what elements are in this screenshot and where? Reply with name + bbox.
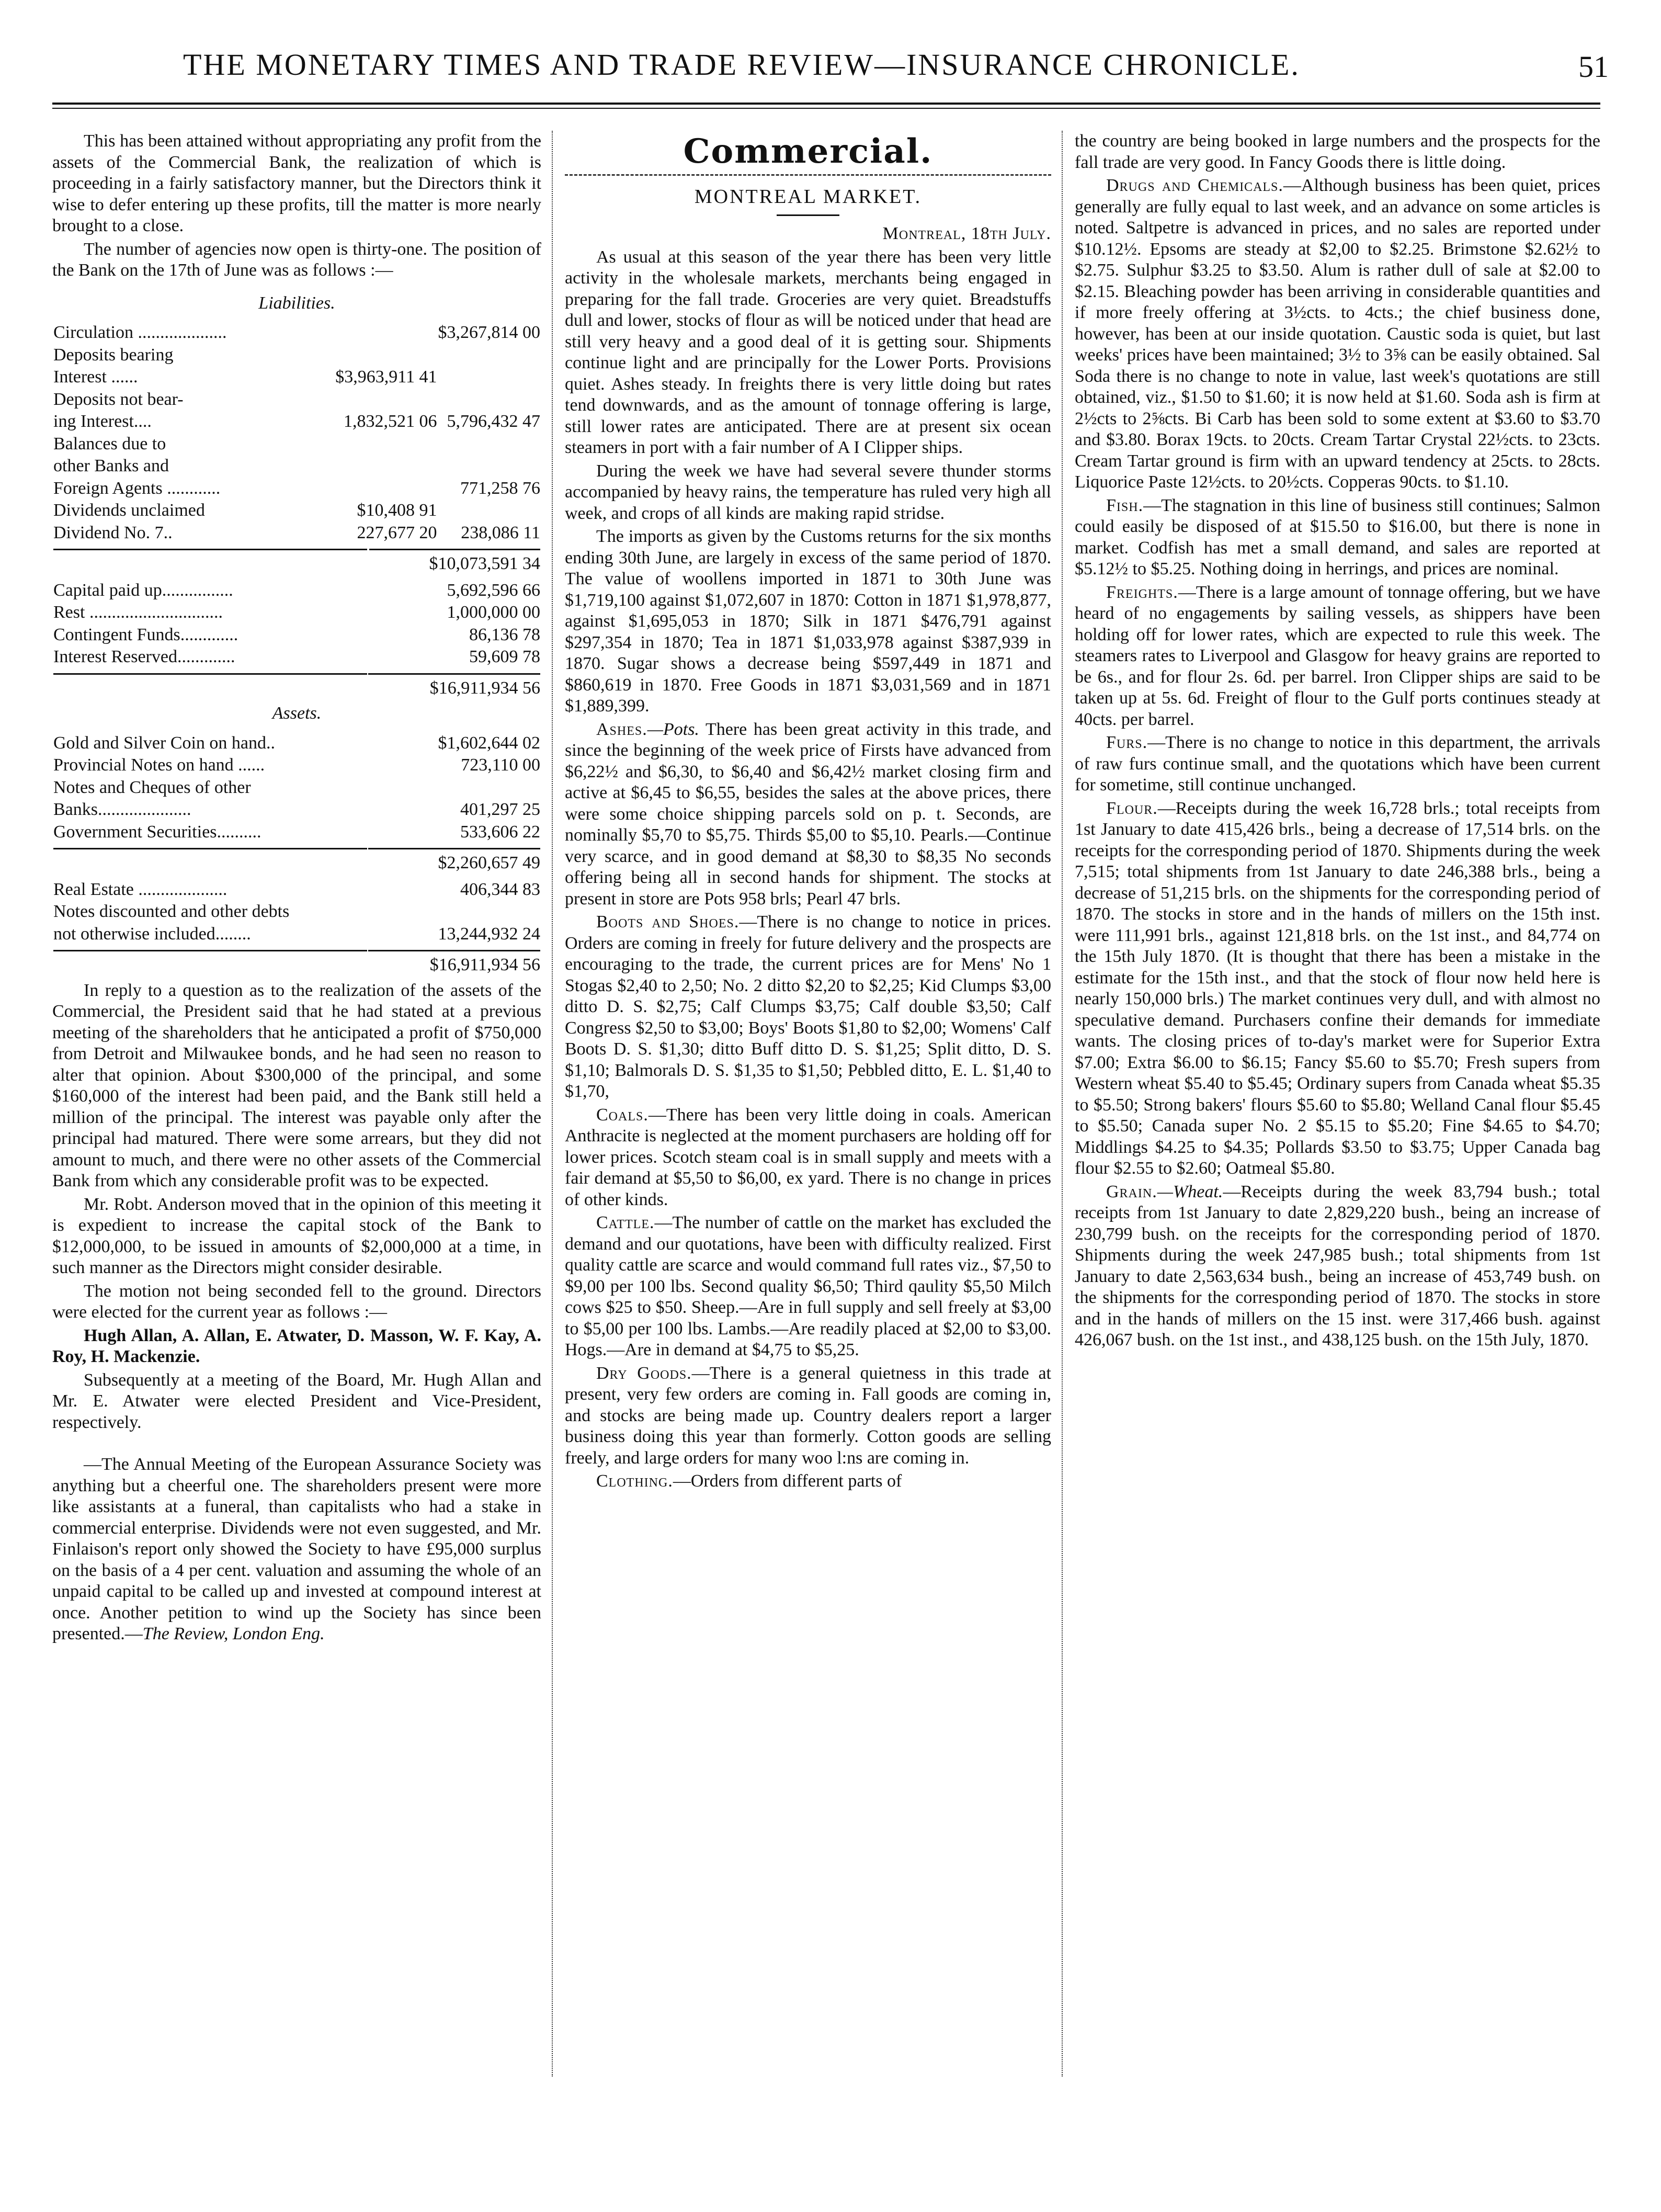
ledger-inner-amount <box>323 456 437 477</box>
ledger-row <box>53 777 540 799</box>
drugs-heading: Drugs and Chemicals. <box>1106 176 1283 195</box>
boots-heading: Boots and Shoes. <box>596 912 740 932</box>
assets-caption: Assets. <box>272 704 322 723</box>
ledger-row <box>53 733 540 754</box>
clothing-paragraph <box>565 1471 1051 1492</box>
ledger-row <box>53 523 540 544</box>
column-bank-report <box>52 131 541 1647</box>
ledger-amount <box>368 777 540 799</box>
ledger-row <box>53 434 540 455</box>
section-heading: Commercial. <box>683 132 933 171</box>
assets-subtotal-table <box>52 847 541 875</box>
ledger-amount: 238,086 11 <box>461 523 540 542</box>
ledger-row <box>53 602 540 623</box>
ledger-inner-amount <box>323 478 437 500</box>
european-text: —The Annual Meeting of the European Assurance Society was anything but a cheerful one. The shareholders present were more like assistants at a funeral, than capitalists who had a stake in commercial enterprise. Dividends were not even suggested, and Mr. Finlaison's report only showed the Society to have £95,000 surplus on the basis of a 4 per cent. valuation and assuming the whole of an unpaid capital to be called up and invested at compound interest at once. Another petition to wind up the Society has since been presented.— <box>52 1455 541 1643</box>
clothing-continued: the country are being booked in large numbers and the prospects for the fall trade are very good. In Fancy Goods there is little doing. <box>1075 131 1600 172</box>
motion-paragraph: The motion not being seconded fell to the ground. Directors were elected for the current year as follows :— <box>52 1281 541 1322</box>
ledger-label: Interest ...... <box>53 367 138 387</box>
ledger-row <box>53 799 540 821</box>
grain-text: —Receipts during the week 83,794 bush.; total receipts from 1st January to date 2,829,220 bush., being an increase of 230,799 bush. on the receipts for the corresponding period of 1870. Shipments during the week 247,985 bush.; total shipments from 1st January to date 2,563,634 bush., being an increase of 453,749 bush. on the shipments for the corresponding period of 1870. The stocks in store and in the hands of millers on the 15 inst. were 317,466 bush. against 426,067 bush. on the 1st inst., and 438,125 bush. on the 15th July, 1870. <box>1075 1182 1600 1349</box>
ledger-row <box>53 478 540 500</box>
agencies-paragraph: The number of agencies now open is thirty-one. The position of the Bank on the 17th of June was as follows :— <box>52 239 541 280</box>
coals-paragraph <box>565 1105 1051 1211</box>
ledger-inner-amount: $10,408 91 <box>357 501 437 520</box>
ledger-amount: 1,000,000 00 <box>447 603 540 622</box>
ledger-label: Interest Reserved............. <box>53 647 235 666</box>
assets-table <box>52 732 541 844</box>
ledger-label: Capital paid up................ <box>53 580 233 600</box>
ledger-row <box>53 580 540 602</box>
clothing-text: —Orders from different parts of <box>673 1471 902 1491</box>
furs-text: —There is no change to notice in this department, the arrivals of raw furs continue small, and the quotations which have been current for sometime, still continue unchanged. <box>1075 733 1600 795</box>
assets-total-table <box>52 949 541 977</box>
ledger-label: Rest .............................. <box>53 603 223 622</box>
fish-text: —The stagnation in this line of business still continues; Salmon could easily be disposed of at $15.50 to $16.00, but there is none in market. Codfish has met a small demand, and sales are reported at $5.12½ to $5.25. Nothing doing in herrings, and prices are nominal. <box>1075 495 1600 578</box>
masthead-title: THE MONETARY TIMES AND TRADE REVIEW—INSURANCE CHRONICLE. <box>183 48 1300 82</box>
ledger-inner-amount <box>323 322 437 344</box>
ledger-amount: 723,110 00 <box>461 755 540 775</box>
flour-text: —Receipts during the week 16,728 brls.; total receipts from 1st January to date 415,426 brls., being a decrease of 17,514 brls. on the receipts for the corresponding period of 1870. Shipments during the week 7,515; total shipments from 1st January to date 246,388 brls., being a decrease of 51,215 brls. on the shipments for the corresponding period of 1870. The stocks in store and in the hands of millers on the 15th inst. were 111,991 brls., against 121,818 brls. on the 1st inst., and 84,774 on the 15th July 1870. (It is thought that there has been a mistake in the estimate for the 15th inst., and that the stock of flour now held here is nearly 150,000 brls.) The market continues very dull, and with almost no speculative demand. Purchasers confine their demands for immediate wants. The closing prices of to-day's market were for Superior Extra $7.00; Extra $6.00 to $6.15; Fancy $5.60 to $5.70; Fresh supers from Western wheat $5.40 to $5.45; Ordinary supers from Canada wheat $5.35 to $5.50; Strong bakers' flours $5.60 to $5.80; Welland Canal flour $5.45 to $5.50; Canada super No. 2 $5.15 to $5.20; Fine $4.65 to $4.70; Middlings $4.25 to $4.35; Pollards $3.50 to $3.75; Upper Canada bag flour $2.55 to $2.60; Oatmeal $5.80. <box>1075 798 1600 1178</box>
masthead <box>52 47 1609 105</box>
furs-paragraph <box>1075 732 1600 796</box>
ledger-amount: 13,244,932 24 <box>438 924 540 944</box>
freights-heading: Freights. <box>1106 582 1178 602</box>
ledger-inner-amount <box>323 345 437 366</box>
liabilities-subtotal: $10,073,591 34 <box>369 549 540 575</box>
ashes-heading: Ashes. <box>596 719 647 739</box>
ledger-label: Foreign Agents ............ <box>53 478 221 498</box>
ledger-amount: 59,609 78 <box>469 647 540 666</box>
ledger-inner-amount: 227,677 20 <box>357 523 437 542</box>
column-market-continued <box>1075 131 1600 1353</box>
imports-paragraph: The imports as given by the Customs returns for the six months ending 30th June, are largely in excess of the same period of 1870. The value of woollens imported in 1871 to 30th June was $1,719,100 against $1,072,607 in 1870: Cotton in 1871 $1,978,877, against $1,695,053 in 1870; Silk in 1871 $476,791 against $297,354 in 1870; Tea in 1871 $1,033,978 against $387,939 in 1870. Sugar shows a decrease being $597,449 in 1871 and $860,619 in 1870. Free Goods in 1871 $3,031,569 and in 1871 $1,889,399. <box>565 527 1051 716</box>
dry-goods-text: —There is a general quietness in this trade at present, very few orders are coming in. Fall goods are coming in, and stocks are being made up. Country dealers report a larger business doing this year than formerly. Cotton goods are selling freely, and large orders for many woo l:ns are coming in. <box>565 1363 1051 1468</box>
cattle-text: —The number of cattle on the market has excluded the demand and our quotations, have been with difficulty realized. First quality cattle are scarce and would command full rates viz., $7,50 to $9,00 per 100 lbs. Second quality $6,50; Third qaulity $5,50 Milch cows $25 to $50. Sheep.—Are in full supply and sell freely at $3,00 to $5,00 per 100 lbs. Lambs.—Are readily placed at $2,00 to $3,00. Hogs.—Are in demand at $4,75 to $5,25. <box>565 1213 1051 1359</box>
ledger-amount: 86,136 78 <box>469 625 540 644</box>
ashes-pots: —Pots. <box>647 719 699 739</box>
grain-wheat: —Wheat. <box>1157 1182 1223 1201</box>
ledger-label: Gold and Silver Coin on hand.. <box>53 733 276 753</box>
ledger-row <box>53 322 540 344</box>
short-rule <box>777 214 839 216</box>
assets-subtotal-row <box>53 848 540 874</box>
column-divider <box>1062 131 1063 2077</box>
liabilities-caption: Liabilities. <box>258 293 335 313</box>
ledger-label: Notes and Cheques of other <box>53 777 251 797</box>
ledger-amount <box>438 389 541 411</box>
ledger-row <box>53 901 540 923</box>
board-paragraph: Subsequently at a meeting of the Board, Mr. Hugh Allan and Mr. E. Atwater were elected President and Vice-President, respectively. <box>52 1370 541 1432</box>
fish-paragraph <box>1075 495 1600 580</box>
clothing-heading: Clothing. <box>596 1471 673 1491</box>
ledger-label: Dividends unclaimed <box>53 501 205 520</box>
weather-paragraph: During the week we have had several severe thunder storms accompanied by heavy rains, the temperature has ruled very high all week, and crops of all kinds are making rapid stridse. <box>565 461 1051 523</box>
ledger-row <box>53 646 540 668</box>
dateline: Montreal, 18th July. <box>882 224 1051 243</box>
cattle-heading: Cattle. <box>596 1213 655 1232</box>
masthead-rule-thick <box>52 103 1600 105</box>
european-paragraph <box>52 1454 541 1645</box>
flour-paragraph <box>1075 798 1600 1179</box>
ledger-amount: 5,692,596 66 <box>447 580 540 600</box>
ledger-label: Banks..................... <box>53 800 191 819</box>
ledger-label: Deposits not bear- <box>53 389 184 409</box>
market-heading: MONTREAL MARKET. <box>694 185 922 208</box>
column-commercial <box>565 131 1051 1494</box>
assets-total-row <box>53 950 540 976</box>
liabilities-subtotal-row <box>53 549 540 575</box>
column-divider <box>552 131 553 2077</box>
ledger-row <box>53 345 540 366</box>
european-source: The Review, London Eng. <box>142 1624 325 1643</box>
assets-more-table <box>52 878 541 946</box>
dry-goods-paragraph <box>565 1363 1051 1469</box>
reply-paragraph: In reply to a question as to the realization of the assets of the Commercial, the President said that he had stated at a previous meeting of the shareholders that he anticipated a profit of $750,000 from Detroit and Milwaukee bonds, and he had seen no reason to alter that opinion. About $300,000 of the principal, and some $160,000 of the interest had been paid, and the Bank still held a million of the principal. The interest was payable only after the principal had matured. There were some arrears, but they did not amount to much, and there were no other assets of the Commercial Bank from which any considerable profit was to be expected. <box>52 980 541 1190</box>
ledger-amount: 406,344 83 <box>460 879 540 899</box>
boots-text: —There is no change to notice in prices. Orders are coming in freely for future delivery and the prospects are encouraging to the trade, the current prices are for Mens' No 1 Stogas $2,40 to 2,50; No. 2 ditto $2,20 to $2,25; Kid Clumps $3,00 ditto D. S. $2,75; Calf Clumps $3,75; Calf double $3,50; Calf Congress $2,50 to $3,00; Boys' Boots $1,80 to $2,00; Womens' Calf Boots D. S. $1,30; ditto Buff ditto D. S. $1,25; Split ditto, D. S. $1,10; Balmorals D. S. $1,35 to $1,50; Pebbled ditto, E. L. $1,40 to $1,70, <box>565 912 1051 1101</box>
ledger-row <box>53 389 540 411</box>
ledger-amount: $3,267,814 00 <box>438 323 540 342</box>
ledger-row <box>53 456 540 477</box>
ledger-label: Balances due to <box>53 434 166 453</box>
ledger-row <box>53 755 540 776</box>
directors-list: Hugh Allan, A. Allan, E. Atwater, D. Masson, W. F. Kay, A. Roy, H. Mackenzie. <box>52 1325 541 1366</box>
ledger-inner-amount: $3,963,911 41 <box>335 367 437 387</box>
drugs-text: —Although business has been quiet, prices generally are fully equal to last week, and an advance on some articles is noted. Saltpetre is advanced in prices, and no sales are reported under $10.12½. Epsoms are steady at $2,00 to $2.25. Brimstone $2.62½ to $2.75. Sulphur $3.25 to $3.50. Alum is rather dull of sale at $2.00 to $2.15. Bleaching powder has been arriving in considerable quantities and if more freely offering at 3½cts. to 4cts.; the chief business done, however, has been at our inside quotation. Caustic soda is quiet, but last weeks' prices have been maintained; 3½ to 3⅝ can be easily obtained. Sal Soda there is no change to note in value, last week's quotations are still obtained, viz., $1.50 to $1.60; it is now held at $1.60. Soda ash is firm at 2½cts to 2⅝cts. Bi Carb has been sold to some extent at $3.60 to $3.70 and $3.80. Borax 19cts. to 20cts. Cream Tartar Crystal 22½cts. to 23cts. Cream Tartar ground is firm with an upward tendency at 25cts. to 28cts. Liquorice Paste 12½cts. to 20½cts. Copperas 90cts. to $1.10. <box>1075 176 1600 492</box>
coals-heading: Coals. <box>596 1105 649 1125</box>
masthead-rule-thin <box>52 108 1600 109</box>
ledger-row <box>53 500 540 521</box>
liabilities-total: $16,911,934 56 <box>368 673 540 699</box>
capital-list <box>52 579 541 669</box>
liabilities-total-table <box>52 672 541 700</box>
liabilities-total-row <box>53 673 540 699</box>
ledger-amount <box>438 500 541 521</box>
ledger-row <box>53 367 540 388</box>
ledger-label: Government Securities.......... <box>53 822 261 842</box>
ledger-row <box>53 411 540 433</box>
assets-subtotal: $2,260,657 49 <box>368 848 540 874</box>
flour-heading: Flour. <box>1106 798 1158 818</box>
grain-paragraph <box>1075 1182 1600 1351</box>
furs-heading: Furs. <box>1106 733 1148 752</box>
ledger-amount: 771,258 76 <box>460 478 540 498</box>
ledger-amount: 533,606 22 <box>460 822 540 842</box>
ledger-inner-amount: 1,832,521 06 <box>344 412 437 431</box>
grain-heading: Grain. <box>1106 1182 1157 1201</box>
ledger-label: not otherwise included........ <box>53 924 251 944</box>
assets-total: $16,911,934 56 <box>368 950 540 976</box>
ledger-label: Dividend No. 7.. <box>53 523 173 542</box>
drugs-paragraph <box>1075 175 1600 493</box>
freights-paragraph <box>1075 582 1600 731</box>
ashes-text: There has been great activity in this trade, and since the beginning of the week price of Firsts have advanced from $6,22½ and $6,30, to $6,40 and $6,42½ market closing firm and active at $6,45 to $6,55, besides the sales at the above prices, there were some choice shipping parcels sold on p. t. Seconds, are nominally $5,70 to $5,75. Thirds $5,00 to $5,10. Pearls.—Continue very scarce, and in good demand at $8,30 to $8,35 No seconds offering being all in second hands for shipment. The stocks at present in store are Pots 958 brls; Pearl 47 brls. <box>565 719 1051 909</box>
fish-heading: Fish. <box>1106 495 1144 515</box>
cattle-paragraph <box>565 1212 1051 1361</box>
coals-text: —There has been very little doing in coals. American Anthracite is neglected at the moment purchasers are holding off for lower prices. Scotch steam coal is in small supply and meets with a fair demand at $5,50 to $6,00, ex yard. There is no change in prices of other kinds. <box>565 1105 1051 1209</box>
ledger-amount <box>438 345 541 366</box>
ledger-label: Contingent Funds............. <box>53 625 238 644</box>
ledger-label: Real Estate .................... <box>53 879 227 899</box>
ledger-label: other Banks and <box>53 456 169 475</box>
dry-goods-heading: Dry Goods. <box>596 1363 692 1383</box>
page-number: 51 <box>1578 50 1609 84</box>
market-overview: As usual at this season of the year there has been very little activity in the wholesale markets, merchants being engaged in preparing for the fall trade. Groceries are very quiet. Breadstuffs dull and lower, stocks of flour as will be noticed under that head are still very heavy and a good deal of it is getting sour. Shipments continue light and are principally for the Lower Ports. Provisions quiet. Ashes steady. In freights there is very little doing but rates tend downwards, and as the amount of tonnage offering is large, still lower rates are anticipated. There are at present six ocean steamers in port with a fair number of A I Clipper ships. <box>565 247 1051 457</box>
ledger-amount: $1,602,644 02 <box>438 733 540 753</box>
ledger-label: Notes discounted and other debts <box>53 902 290 921</box>
ledger-label: Provincial Notes on hand ...... <box>53 755 265 775</box>
ledger-amount <box>438 456 541 477</box>
ledger-row <box>53 625 540 646</box>
ledger-amount: 5,796,432 47 <box>447 412 540 431</box>
ledger-label: Circulation .................... <box>53 323 227 342</box>
ledger-inner-amount <box>323 434 437 455</box>
ledger-row <box>53 879 540 901</box>
ashes-paragraph <box>565 719 1051 910</box>
ledger-amount: 401,297 25 <box>460 800 540 819</box>
ledger-label: Deposits bearing <box>53 345 174 365</box>
ledger-amount <box>438 367 541 388</box>
ledger-inner-amount <box>323 389 437 411</box>
capital-table <box>52 548 541 576</box>
boots-paragraph <box>565 912 1051 1103</box>
freights-text: —There is a large amount of tonnage offering, but we have heard of no engagements by sailing vessels, as shippers have been holding off for lower rates, which are expected to rule this week. The steamers rates to Liverpool and Glasgow for heavy grains are reported to be 6s., and for flour 2s. 6d. per barrel. Iron Clipper ships are said to be taken up at 5s. 6d. Freight of flour to the Gulf ports continues steady at 40cts. per barrel. <box>1075 582 1600 729</box>
anderson-paragraph: Mr. Robt. Anderson moved that in the opinion of this meeting it is expedient to increase the capital stock of the Bank to $12,000,000, to be issued in amounts of $2,000,000 at a time, in such manner as the Directors might consider desirable. <box>52 1194 541 1277</box>
ledger-row <box>53 924 540 945</box>
liabilities-table <box>52 321 541 545</box>
ledger-amount <box>368 901 540 923</box>
ledger-row <box>53 822 540 843</box>
intro-paragraph: This has been attained without appropriating any profit from the assets of the Commercial Bank, the realization of which is proceeding in a fairly satisfactory manner, but the Directors think it wise to defer entering up these profits, till the matter is more nearly brought to a close. <box>52 131 541 235</box>
ledger-label: ing Interest.... <box>53 412 152 431</box>
ledger-amount <box>438 434 541 455</box>
